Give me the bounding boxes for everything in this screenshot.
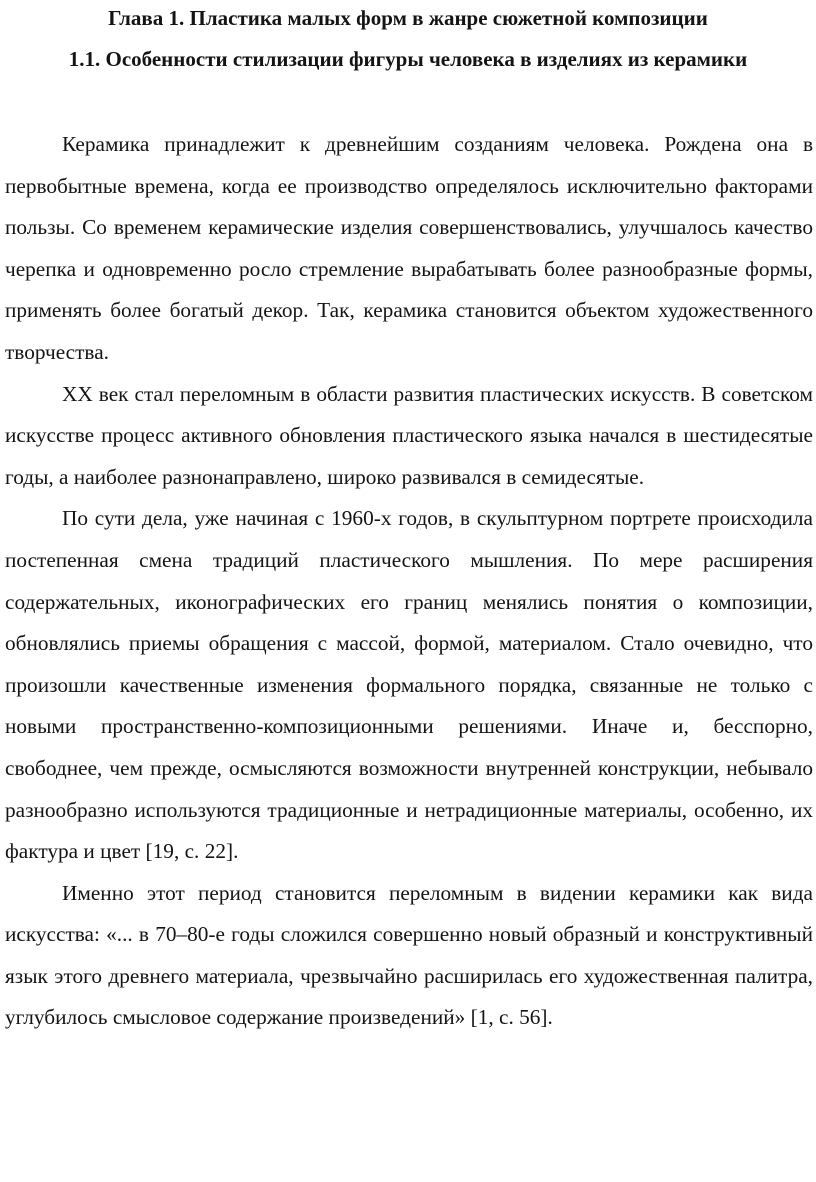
chapter-heading: Глава 1. Пластика малых форм в жанре сюжетной композиции xyxy=(108,6,708,30)
document-body xyxy=(5,124,813,1039)
paragraph: XX век стал переломным в области развития пластических искусств. В советском искусстве процесс активного обновления пластического языка начался в шестидесятые годы, а наиболее разнонаправлено, широко развивался в семидесятые. xyxy=(5,381,813,489)
paragraph: Именно этот период становится переломным в видении керамики как вида искусства: «... в 70–80-е годы сложился совершенно новый образный и конструктивный язык этого древнего материала, чрезвычайно расширилась его художественная палитра, углубилось смысловое содержание произведений» [1, с. 56]. xyxy=(5,880,813,1030)
paragraph: По сути дела, уже начиная с 1960-х годов, в скульптурном портрете происходила постепенная смена традиций пластического мышления. По мере расширения содержательных, иконографических его границ менялись понятия о композиции, обновлялись приемы обращения с массой, формой, материалом. Стало очевидно, что произошли качественные изменения формального порядка, связанные не только с новыми пространственно-композиционными решениями. Иначе и, бесспорно, свободнее, чем прежде, осмысляются возможности внутренней конструкции, небывало разнообразно используются традиционные и нетрадиционные материалы, особенно, их фактура и цвет [19, с. 22]. xyxy=(5,506,813,864)
paragraph: Керамика принадлежит к древнейшим созданиям человека. Рождена она в первобытные времена, когда ее производство определялось исключительно факторами пользы. Со временем керамические изделия совершенствовались, улучшалось качество черепка и одновременно росло стремление вырабатывать более разнообразные формы, применять более богатый декор. Так, керамика становится объектом художественного творчества. xyxy=(5,132,813,364)
section-heading: 1.1. Особенности стилизации фигуры человека в изделиях из керамики xyxy=(68,47,748,71)
